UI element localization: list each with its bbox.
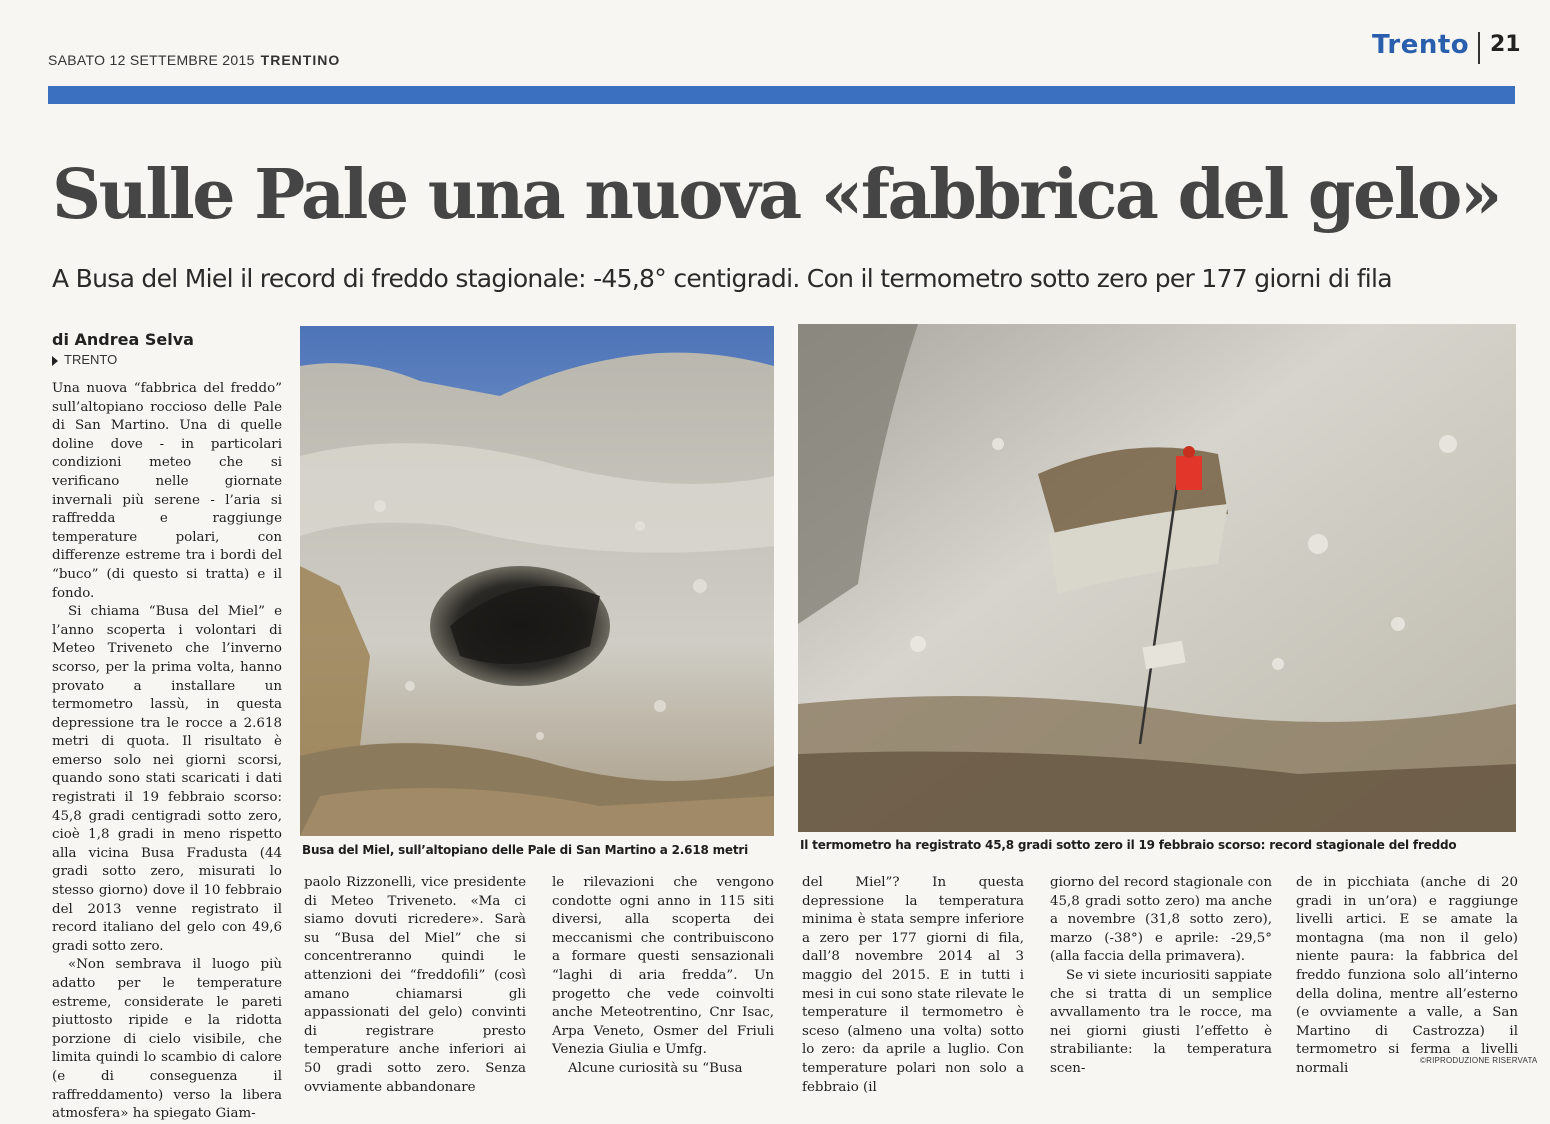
paragraph-8: giorno del record stagionale con 45,8 gradi sotto zero) ma anche a novembre (31,8 sotto zero), marzo (-38°) e aprile: -29,5° (alla faccia della primavera). [1050, 875, 1272, 965]
paragraph-4: paolo Rizzonelli, vice presidente di Meteo Triveneto. «Ma ci siamo dovuti ricredere». Sarà su “Busa del Miel” che si concentreranno quindi le attenzioni dei “freddofili” (così amano chiamarsi gli appassionati del gelo) convinti di registrare presto temperature anche inferiori ai 50 gradi sotto zero. Senza ovviamente abbandonare [304, 875, 526, 1095]
subheadline: A Busa del Miel il record di freddo stagionale: -45,8° centigradi. Con il termometro sotto zero per 177 giorni di fila [52, 264, 1392, 293]
dateline [52, 352, 117, 367]
article-column-3 [552, 874, 774, 1079]
copyright-notice: ©RIPRODUZIONE RISERVATA [1420, 1056, 1538, 1065]
paragraph-10: de in picchiata (anche di 20 gradi in un’ora) e raggiunge livelli artici. E se amate la montagna (ma non il gelo) niente paura: la fabbrica del freddo funziona solo all’interno della dolina, mentre all’esterno (e ovviamente a valle, a San Martino di Castrozza) il termometro si ferma a livelli normali [1296, 875, 1518, 1076]
photo-thermometer [798, 324, 1516, 832]
article-column-2 [304, 874, 526, 1097]
photo-caption-2: Il termometro ha registrato 45,8 gradi sotto zero il 19 febbraio scorso: record stagionale del freddo [800, 838, 1457, 852]
paragraph-2: Si chiama “Busa del Miel” e l’anno scoperta i volontari di Meteo Triveneto che l’inverno scorso, per la prima volta, hanno provato a installare un termometro lassù, in questa depressione tra le rocce a 2.618 metri di quota. Il risultato è emerso solo nei giorni scorsi, quando sono stati scaricati i dati registrati il 19 febbraio scorso: 45,8 gradi centigradi sotto zero, cioè 1,8 gradi in meno rispetto alla vicina Busa Fradusta (44 gradi sotto zero, misurati lo stesso giorno) dove il 10 febbraio del 2013 venne registrato il record italiano del gelo con 49,6 gradi sotto zero. [52, 604, 282, 954]
dateline-marker-icon [52, 356, 58, 366]
header-color-bar [48, 86, 1515, 104]
photo-busa-del-miel-image [300, 326, 774, 836]
article-column-4 [802, 874, 1024, 1097]
paragraph-1: Una nuova “fabbrica del freddo” sull’altopiano roccioso delle Pale di San Martino. Una di quelle doline dove - in particolari condizioni meteo che si verificano nelle giornate invernali più serene - l’aria si raffredda e raggiunge temperature polari, con differenze estreme tra i bordi del “buco” (di questo si tratta) e il fondo. [52, 381, 282, 601]
paragraph-5: le rilevazioni che vengono condotte ogni anno in 115 siti diversi, alla scoperta dei meccanismi che contribuiscono a formare questi sensazionali “laghi di aria fredda”. Un progetto che vede coinvolti anche Meteotrentino, Cnr Isac, Arpa Veneto, Osmer del Friuli Venezia Giulia e Umfg. [552, 875, 774, 1058]
section-name: Trento [1372, 30, 1470, 60]
paragraph-3: «Non sembrava il luogo più adatto per le temperature estreme, considerate le pareti piuttosto ripide e la ridotta porzione di cielo visibile, che limita quindi lo scambio di calore (e di conseguenza il raffreddamento) verso la libera atmosfera» ha spiegato Giam- [52, 957, 282, 1122]
dateline-text: TRENTO [64, 352, 118, 367]
photo-thermometer-image [798, 324, 1516, 832]
newspaper-name: TRENTINO [260, 52, 341, 68]
paragraph-7: del Miel”? In questa depressione la temperatura minima è stata sempre inferiore a zero per 177 giorni di fila, dall’8 novembre 2014 al 3 maggio del 2015. E in tutti i mesi in cui sono state rilevate le temperature il termometro è sceso (almeno una volta) sotto lo zero: da aprile a luglio. Con temperature polari non solo a febbraio (il [802, 875, 1024, 1095]
photo-caption-1: Busa del Miel, sull’altopiano delle Pale di San Martino a 2.618 metri [302, 843, 749, 857]
header-divider [1478, 32, 1480, 64]
paragraph-6: Alcune curiosità su “Busa [568, 1060, 743, 1076]
article-column-1 [52, 380, 282, 1124]
byline: di Andrea Selva [52, 330, 194, 349]
header-date-text: SABATO 12 SETTEMBRE 2015 [48, 52, 255, 68]
article-column-6 [1296, 874, 1518, 1079]
headline: Sulle Pale una nuova «fabbrica del gelo» [52, 155, 1500, 235]
article-column-5 [1050, 874, 1272, 1079]
paragraph-9: Se vi siete incuriositi sappiate che si tratta di un semplice avvallamento tra le rocce, ma nei giorni giusti l’effetto è strabiliante: la temperatura scen- [1050, 967, 1272, 1076]
page-number: 21 [1490, 32, 1521, 57]
header-date [48, 52, 340, 68]
photo-busa-del-miel [300, 326, 774, 836]
